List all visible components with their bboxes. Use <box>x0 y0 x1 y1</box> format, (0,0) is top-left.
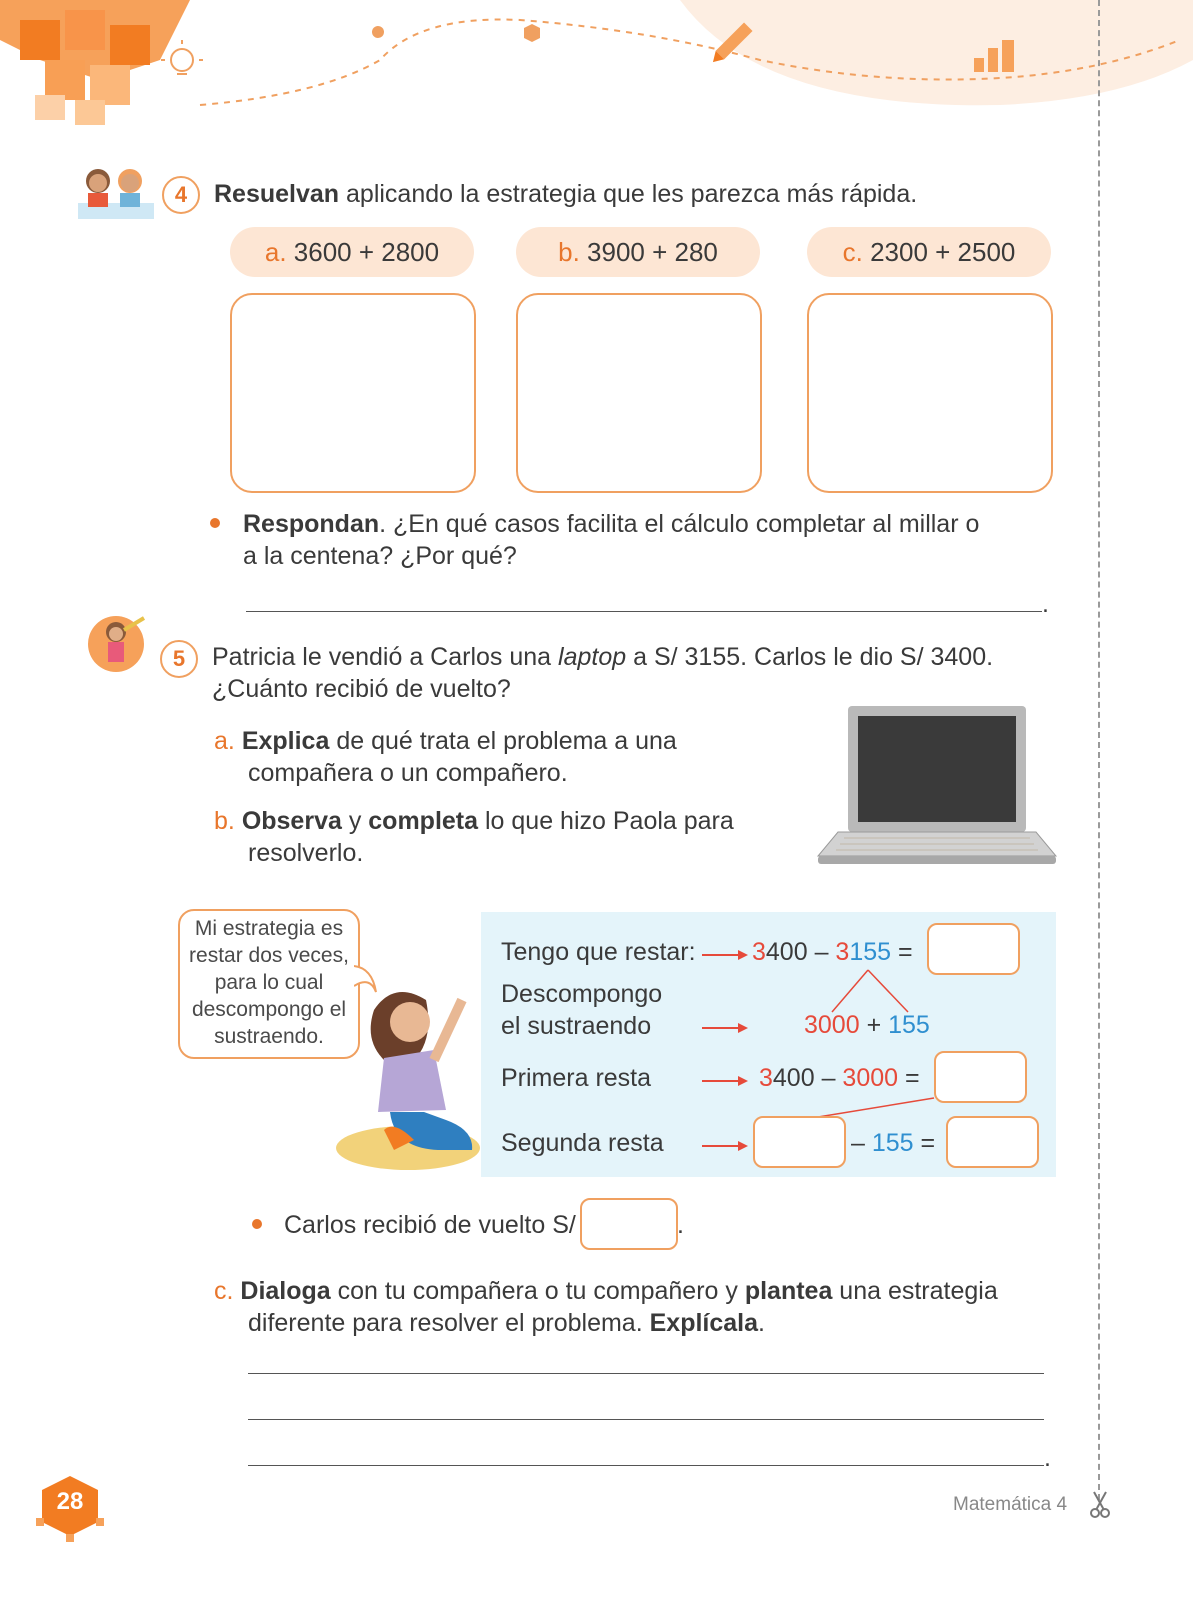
book-title: Matemática 4 <box>953 1494 1068 1515</box>
bullet-dot <box>252 1219 262 1229</box>
equals-sign: = <box>891 938 913 966</box>
kids-reading-illustration <box>76 163 156 223</box>
paola-illustration <box>334 980 484 1172</box>
equals-sign: = <box>898 1064 920 1092</box>
header-decoration <box>0 0 1193 140</box>
dot-icon <box>372 26 384 38</box>
equals-sign: = <box>913 1129 936 1157</box>
subtrahend-thousands: 3000 <box>842 1064 899 1092</box>
operation-c <box>807 227 1051 277</box>
digit-thousands: 3 <box>759 1064 773 1092</box>
instruction-verb: Resuelvan <box>214 180 340 208</box>
number-rest: 155 <box>849 938 892 966</box>
row3-label: Primera resta <box>501 1064 652 1092</box>
arrow-icon <box>702 948 748 967</box>
respond-verb: Respondan <box>243 510 380 538</box>
minus-sign: – <box>851 1129 872 1157</box>
cubes-icon <box>0 0 190 125</box>
item-letter: b. <box>214 807 235 835</box>
respond-text-2: a la centena? ¿Por qué? <box>243 542 517 570</box>
arrow-icon <box>702 1139 748 1158</box>
work-box-a[interactable] <box>230 293 476 493</box>
decomposed-thousands: 3000 <box>804 1011 860 1039</box>
row2-expression <box>804 1009 930 1041</box>
result-box-2[interactable] <box>934 1051 1027 1103</box>
minus-sign: – <box>814 1064 843 1092</box>
respond-text-1: . ¿En qué casos facilita el cálculo completar al millar o <box>379 510 980 538</box>
exercise-5-statement <box>212 641 1092 705</box>
item-text: de qué trata el problema a una <box>329 727 677 755</box>
operation-a <box>230 227 474 277</box>
work-box-b[interactable] <box>516 293 762 493</box>
item-text: . <box>758 1309 765 1337</box>
respond-question <box>243 508 1063 572</box>
item-a <box>214 725 774 789</box>
plus-sign: + <box>859 1011 889 1039</box>
row1-label: Tengo que restar: <box>501 938 696 966</box>
row2-label-line1: Descompongo <box>501 980 663 1008</box>
statement-text: a S/ 3155. Carlos le dio S/ 3400. <box>626 643 994 671</box>
bubble-line: para lo cual <box>214 971 324 994</box>
item-text: lo que hizo Paola para <box>478 807 734 835</box>
work-box-c[interactable] <box>807 293 1053 493</box>
item-text: y <box>341 807 369 835</box>
small-cube-icon <box>524 24 540 42</box>
result-box-1[interactable] <box>927 923 1020 975</box>
operation-expression: 3900 + 280 <box>579 237 718 267</box>
answer-line[interactable] <box>246 611 1042 612</box>
answer-line[interactable] <box>248 1465 1044 1466</box>
vuelto-end: . <box>677 1211 684 1239</box>
header-illustration <box>0 0 1193 140</box>
answer-line[interactable] <box>248 1419 1044 1420</box>
operation-b <box>516 227 760 277</box>
decomposed-rest: 155 <box>888 1011 930 1039</box>
item-text: una estrategia <box>832 1277 998 1305</box>
row2-label <box>501 978 662 1042</box>
scissors-icon <box>1088 1490 1112 1518</box>
item-verb: Observa <box>241 807 342 835</box>
item-c <box>214 1275 1074 1339</box>
number-rest: 400 <box>765 938 808 966</box>
minus-sign: – <box>807 938 836 966</box>
operation-expression: 2300 + 2500 <box>862 237 1016 267</box>
exercise-4-badge: 4 <box>162 176 200 214</box>
item-text: diferente para resolver el problema. <box>248 1309 650 1337</box>
bubble-line: sustraendo. <box>214 1025 324 1048</box>
operation-letter: b. <box>558 237 580 267</box>
item-verb: Dialoga <box>240 1277 331 1305</box>
bubble-line: descompongo el <box>191 998 347 1021</box>
arrow-icon <box>702 1021 748 1040</box>
digit-thousands: 3 <box>752 938 766 966</box>
row4-label: Segunda resta <box>501 1129 664 1157</box>
operation-expression: 3600 + 2800 <box>286 237 440 267</box>
answer-line-end: . <box>1042 590 1049 618</box>
item-verb: Explícala <box>649 1309 759 1337</box>
arrow-icon <box>702 1074 748 1093</box>
row1-expression <box>752 936 913 968</box>
statement-text: Patricia le vendió a Carlos una <box>212 643 559 671</box>
item-letter: a. <box>214 727 235 755</box>
row2-label-line2: el sustraendo <box>501 1012 652 1040</box>
item-b <box>214 805 774 869</box>
row4-expression <box>851 1127 935 1159</box>
exercise-5-badge: 5 <box>160 640 198 678</box>
minuend-box[interactable] <box>753 1116 846 1168</box>
statement-question: ¿Cuánto recibió de vuelto? <box>212 675 511 703</box>
exercise-4-instruction <box>214 178 1074 210</box>
instruction-text: aplicando la estrategia que les parezca más rápida. <box>339 180 918 208</box>
item-verb: plantea <box>744 1277 833 1305</box>
subtrahend-rest: 155 <box>871 1129 914 1157</box>
answer-line[interactable] <box>248 1373 1044 1374</box>
item-letter: c. <box>214 1277 234 1305</box>
item-text: con tu compañera o tu compañero y <box>330 1277 745 1305</box>
vuelto-box[interactable] <box>580 1198 678 1250</box>
cut-line <box>1098 0 1100 1500</box>
item-text: resolverlo. <box>248 839 364 867</box>
digit-thousands: 3 <box>835 938 850 966</box>
statement-italic: laptop <box>558 643 627 671</box>
bubble-line: Mi estrategia es <box>194 917 344 940</box>
result-box-3[interactable] <box>946 1116 1039 1168</box>
number-rest: 400 <box>772 1064 815 1092</box>
page-number: 28 <box>56 1488 84 1515</box>
girl-pencil-illustration <box>86 610 152 680</box>
vuelto-sentence: Carlos recibió de vuelto S/ <box>284 1211 576 1239</box>
row3-expression <box>759 1062 920 1094</box>
answer-line-end: . <box>1044 1444 1051 1472</box>
bullet-dot <box>210 518 220 528</box>
bubble-line: restar dos veces, <box>189 944 349 967</box>
item-text: compañera o un compañero. <box>248 759 568 787</box>
laptop-illustration <box>814 704 1060 866</box>
speech-bubble <box>178 909 360 1059</box>
item-verb: completa <box>368 807 479 835</box>
item-verb: Explica <box>241 727 330 755</box>
operation-letter: a. <box>264 237 287 267</box>
operation-letter: c. <box>842 237 863 267</box>
